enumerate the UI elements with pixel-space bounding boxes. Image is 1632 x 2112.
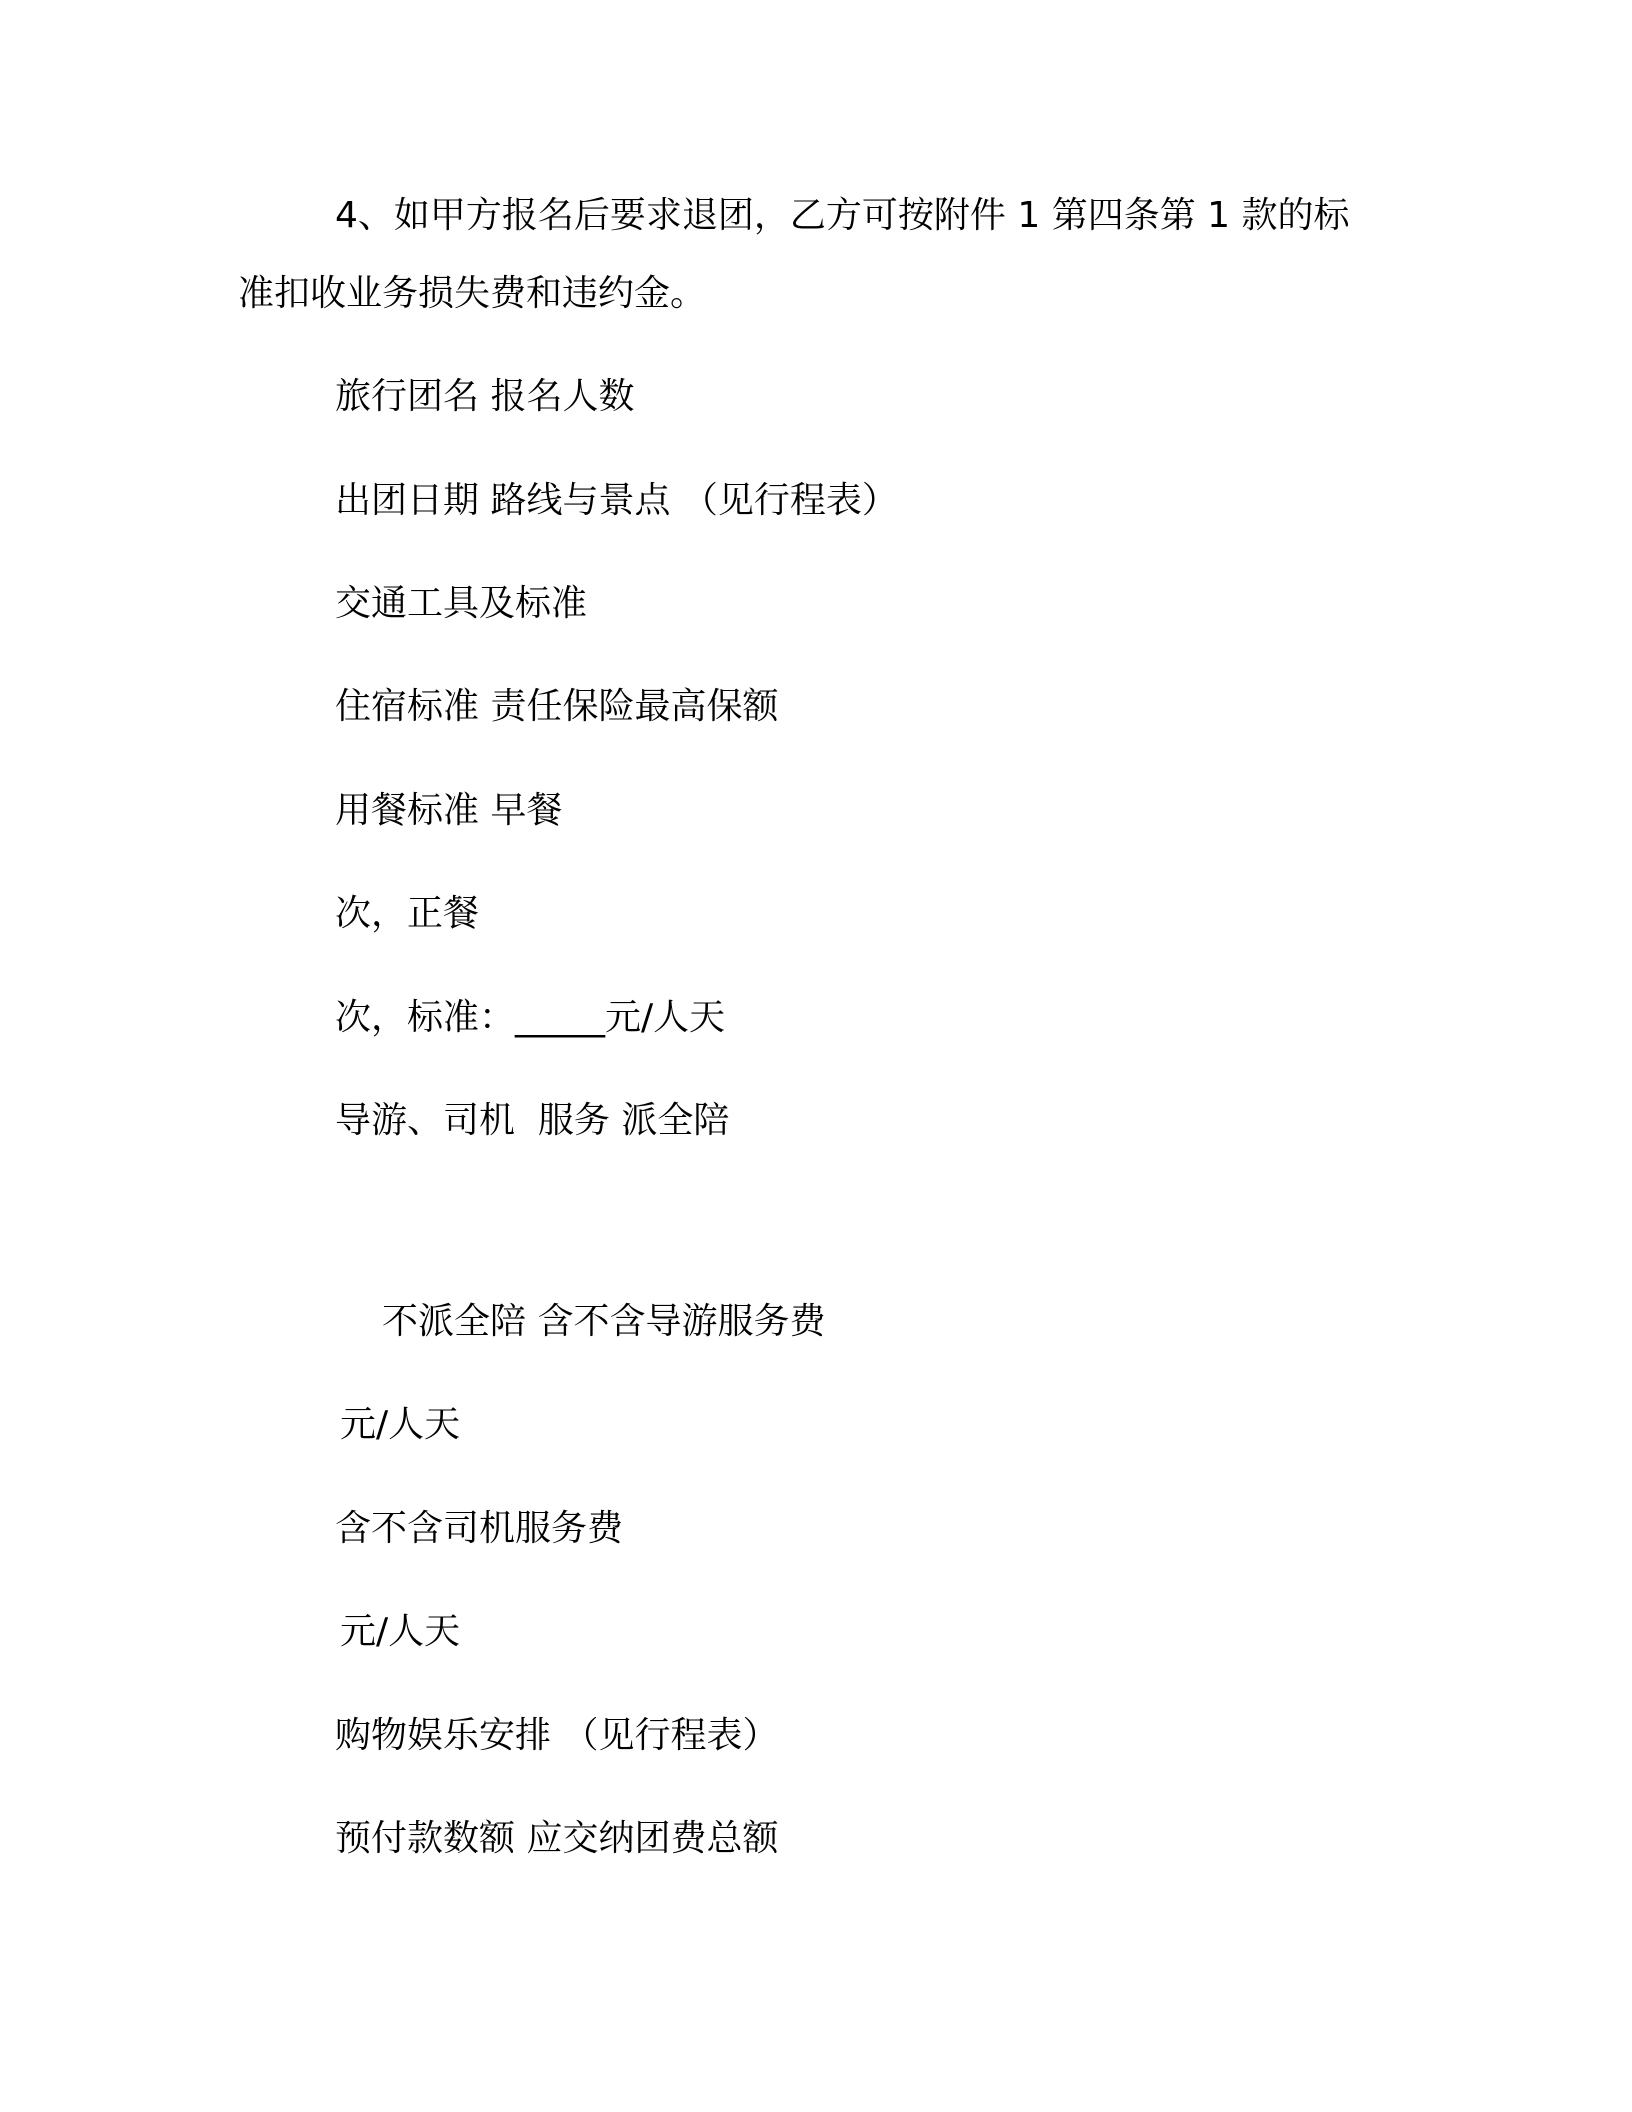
paragraph-4-line-2: 准扣收业务损失费和违约金。 <box>238 273 707 314</box>
field-guide-fee-unit: 元/人天 <box>340 1404 461 1445</box>
field-meal-main: 次，正餐 <box>335 893 480 934</box>
field-payment: 预付款数额 应交纳团费总额 <box>335 1818 779 1859</box>
field-driver-fee: 含不含司机服务费 <box>335 1508 624 1549</box>
field-date-route: 出团日期 路线与景点 （见行程表） <box>335 480 898 521</box>
field-meal-standard: 次，标准：_____元/人天 <box>335 997 726 1038</box>
field-meal-breakfast: 用餐标准 早餐 <box>335 790 563 831</box>
field-lodging-insurance: 住宿标准 责任保险最高保额 <box>335 686 779 727</box>
field-transport: 交通工具及标准 <box>335 583 588 624</box>
field-shopping: 购物娱乐安排 （见行程表） <box>335 1715 779 1756</box>
field-driver-fee-unit: 元/人天 <box>340 1611 461 1652</box>
field-tour-name-count: 旅行团名 报名人数 <box>335 376 635 417</box>
field-no-full-escort: 不派全陪 含不含导游服务费 <box>382 1301 826 1342</box>
paragraph-4-line-1: 4、如甲方报名后要求退团，乙方可按附件 1 第四条第 1 款的标 <box>335 195 1350 236</box>
field-guide-driver: 导游、司机 服务 派全陪 <box>335 1100 730 1141</box>
